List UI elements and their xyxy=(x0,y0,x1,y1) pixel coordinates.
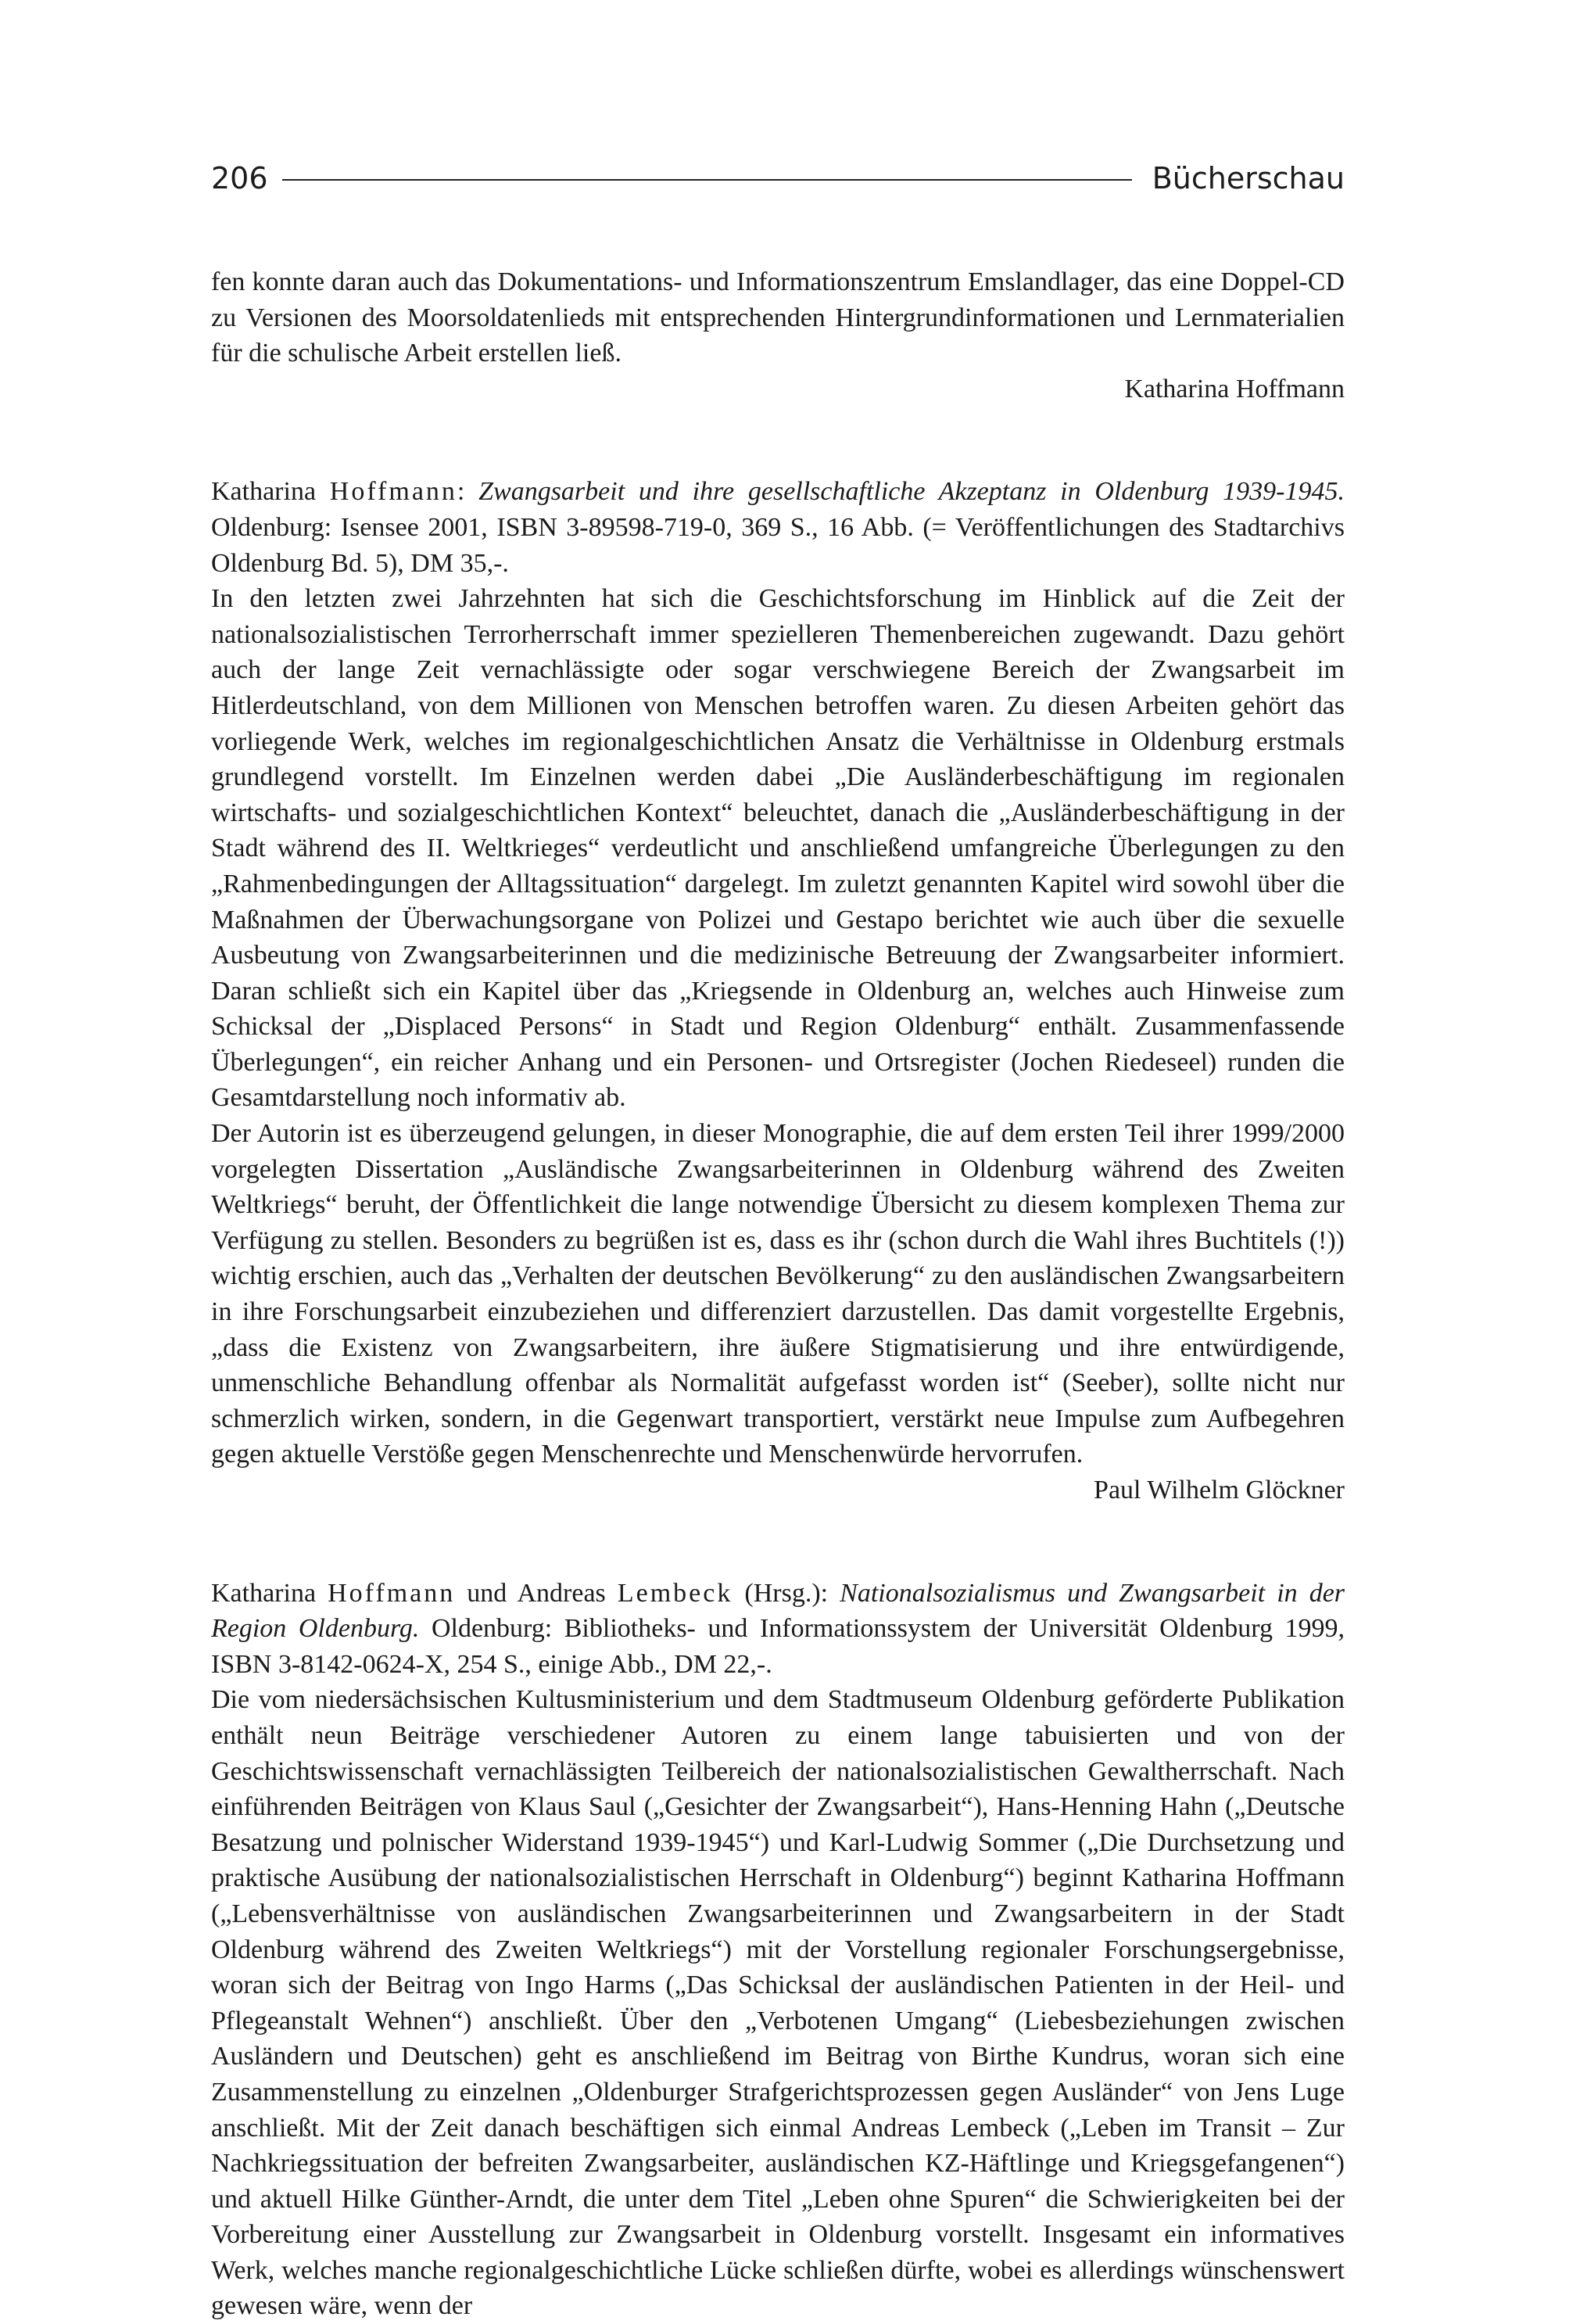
review1-signature: Paul Wilhelm Glöckner xyxy=(1094,1476,1345,1505)
review1-author-last: Hoffmann xyxy=(329,477,457,507)
header-rule xyxy=(282,179,1132,181)
review2-bibliography xyxy=(211,1576,1345,1683)
review2-paragraph-1: Die vom niedersächsischen Kultusministerium und dem Stadtmuseum Oldenburg geförderte Publikation enthält neun Beiträge verschiedener Autoren zu einem lange tabuisierten und von der Geschichtswissenschaft vernachlässigten Teilbereich der nationalsozialistischen Gewaltherrschaft. Nach einführenden Beiträgen von Klaus Saul („Gesichter der Zwangsarbeit“), Hans-Henning Hahn („Deutsche Besatzung und polnischer Widerstand 1939-1945“) und Karl-Ludwig Sommer („Die Durchsetzung und praktische Ausübung der nationalsozialistischen Herrschaft in Oldenburg“) beginnt Katharina Hoffmann („Lebensverhältnisse von ausländischen Zwangsarbeiterinnen und Zwangsarbeitern in der Stadt Oldenburg während des Zweiten Weltkriegs“) mit der Vorstellung regionaler Forschungsergebnisse, woran sich der Beitrag von Ingo Harms („Das Schicksal der ausländischen Patienten in der Heil- und Pflegeanstalt Wehnen“) anschließt. Über den „Verbotenen Umgang“ (Liebesbeziehungen zwischen Ausländern und Deutschen) geht es anschließend im Beitrag von Birthe Kundrus, woran sich eine Zusammenstellung zu einzelnen „Oldenburger Strafgerichtsprozessen gegen Ausländer“ von Jens Luge anschließt. Mit der Zeit danach beschäftigen sich einmal Andreas Lembeck („Leben im Transit – Zur Nachkriegssituation der befreiten Zwangsarbeiter, ausländischen KZ-Häftlinge und Kriegsgefangenen“) und aktuell Hilke Günther-Arndt, die unter dem Titel „Leben ohne Spuren“ die Schwierigkeiten bei der Vorbereitung einer Ausstellung zur Zwangsarbeit in Oldenburg vorstellt. Insgesamt ein informatives Werk, welches manche regionalgeschichtliche Lücke schließen dürfte, wobei es allerdings wünschenswert gewesen wäre, wenn der xyxy=(211,1685,1345,2321)
section-title: Bücherschau xyxy=(1152,161,1345,195)
review1-paragraph-2: Der Autorin ist es überzeugend gelungen, in dieser Monographie, die auf dem ersten Teil ihrer 1999/2000 vorgelegten Dissertation „Ausländische Zwangsarbeiterinnen in Oldenburg während des Zweiten Weltkriegs“ beruht, der Öffentlichkeit die lange notwendige Übersicht zu diesem komplexen Thema zur Verfügung zu stellen. Besonders zu begrüßen ist es, dass es ihr (schon durch die Wahl ihres Buchtitels (!)) wichtig erschien, auch das „Verhalten der deutschen Bevölkerung“ zu den ausländischen Zwangsarbeitern in ihre Forschungsarbeit einzubeziehen und differenziert darzustellen. Das damit vorgestellte Ergebnis, „dass die Existenz von Zwangsarbeitern, ihre äußere Stigmatisierung und ihre entwürdigende, unmenschliche Behandlung offenbar als Normalität aufgefasst worden ist“ (Seeber), sollte nicht nur schmerzlich wirken, sondern, in die Gegenwart transportiert, verstärkt neue Impulse zum Aufbegehren gegen aktuelle Verstöße gegen Menschenrechte und Menschenwürde hervorrufen. xyxy=(211,1119,1345,1469)
section-gap xyxy=(211,407,1345,474)
review1-title: Zwangsarbeit und ihre gesellschaftliche Akzeptanz in Oldenburg 1939-1945. xyxy=(478,477,1345,507)
section-gap xyxy=(211,1508,1345,1576)
review2-editor-note: (Hrsg.): xyxy=(744,1578,829,1608)
review2-author1-first: Katharina xyxy=(211,1578,317,1608)
review1-bibliography: Katharina Hoffmann: Zwangsarbeit und ihre gesellschaftliche Akzeptanz in Oldenburg 1939-1945. Oldenburg: Isensee 2001, ISBN 3-89598-719-0, 369 S., 16 Abb. (= Veröffentlichungen des Stadtarchivs Oldenburg Bd. 5), DM 35,-. xyxy=(211,477,1345,578)
review2-author1-last: Hoffmann xyxy=(328,1578,456,1608)
page-number: 206 xyxy=(211,161,268,195)
review2-citation: Oldenburg: Bibliotheks- und Informationssystem der Universität Oldenburg 1999, ISBN 3-8142-0624-X, 254 S., einige Abb., DM 22,-. xyxy=(211,1614,1345,1679)
review2-title: Nationalsozialismus und Zwangsarbeit in der Region Oldenburg. xyxy=(211,1578,1345,1644)
review1-citation: Oldenburg: Isensee 2001, ISBN 3-89598-719-0, 369 S., 16 Abb. (= Veröffentlichungen des Stadtarchivs Oldenburg Bd. 5), DM 35,-. xyxy=(211,512,1345,578)
running-header xyxy=(211,156,1345,200)
review1-paragraph-1: In den letzten zwei Jahrzehnten hat sich die Geschichtsforschung im Hinblick auf die Zeit der nationalsozialistischen Terrorherrschaft immer spezielleren Themenbereichen zugewandt. Dazu gehört auch der lange Zeit vernachlässigte oder sogar verschwiegene Bereich der Zwangsarbeit im Hitlerdeutschland, von dem Millionen von Menschen betroffen waren. Zu diesen Arbeiten gehört das vorliegende Werk, welches im regionalgeschichtlichen Ansatz die Verhältnisse in Oldenburg erstmals grundlegend vorstellt. Im Einzelnen werden dabei „Die Ausländerbeschäftigung im regionalen wirtschafts- und sozialgeschichtlichen Kontext“ beleuchtet, danach die „Ausländerbeschäftigung in der Stadt während des II. Weltkrieges“ verdeutlicht und anschließend umfangreiche Überlegungen zu den „Rahmenbedingungen der Alltagssituation“ dargelegt. Im zuletzt genannten Kapitel wird sowohl über die Maßnahmen der Überwachungsorgane von Polizei und Gestapo berichtet wie auch über die sexuelle Ausbeutung von Zwangsarbeiterinnen und die medizinische Betreuung der Zwangsarbeiter informiert. Daran schließt sich ein Kapitel über das „Kriegsende in Oldenburg an, welches auch Hinweise zum Schicksal der „Displaced Persons“ in Stadt und Region Oldenburg“ enthält. Zusammenfassende Überlegungen“, ein reicher Anhang und ein Personen- und Ortsregister (Jochen Riedeseel) runden die Gesamtdarstellung noch informativ ab. xyxy=(211,584,1345,1113)
page xyxy=(211,156,1345,2324)
review2-author2-last: Lembeck xyxy=(617,1578,733,1608)
review2-connector: und Andreas xyxy=(467,1578,606,1608)
review1-author-first: Katharina xyxy=(211,477,317,507)
previous-review-continuation: fen konnte daran auch das Dokumentations- und Informationszentrum Emslandlager, das eine Doppel-CD zu Versionen des Moorsoldatenlieds mit entsprechenden Hintergrundinformationen und Lernmaterialien für die schulische Arbeit erstellen ließ. xyxy=(211,267,1345,368)
page-content xyxy=(211,264,1345,2324)
previous-review-signature: Katharina Hoffmann xyxy=(1124,374,1345,403)
